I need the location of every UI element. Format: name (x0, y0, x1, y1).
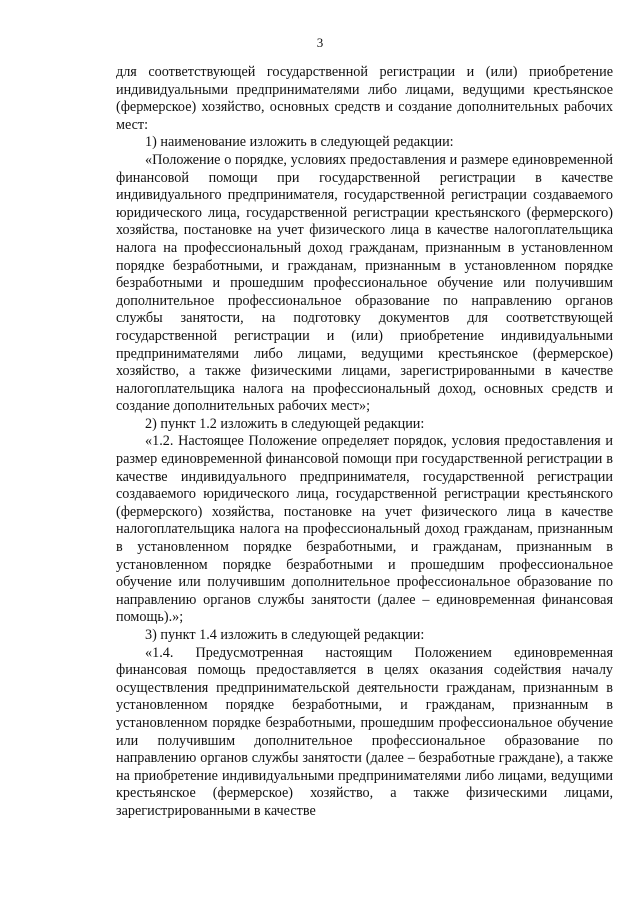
item-1-text: «Положение о порядке, условиях предоставления и размере единовременной финансовой помощи при государственной регистрации в качестве индивидуального предпринимателя, государственной регистрации создаваемого юридического лица, государственной регистрации крестьянского (фермерского) хозяйства, постановке на учет физического лица в качестве налогоплательщика налога на профессиональный доход гражданам, признанным в установленном порядке безработными, и гражданам, признанным в установленном порядке безработными и прошедшим профессиональное обучение или получившим дополнительное профессиональное образование по направлению органов службы занятости, на подготовку документов для соответствующей государственной регистрации и (или) приобретение индивидуальными предпринимателями либо лицами, ведущими крестьянское (фермерское) хозяйство, а также физическими лицами, зарегистрированными в качестве налогоплательщика налога на профессиональный доход, основных средств и создание дополнительных рабочих мест»; (116, 151, 613, 415)
item-1-heading: 1) наименование изложить в следующей редакции: (145, 134, 454, 151)
item-3-text: «1.4. Предусмотренная настоящим Положением единовременная финансовая помощь предоставляется в целях оказания содействия началу осуществления предпринимательской деятельности гражданам, признанным в установленном порядке безработными, и гражданам, признанным в установленном порядке безработными, прошедшим профессиональное обучение или получившим дополнительное профессиональное образование по направлению органов службы занятости (далее – безработные граждане), а также на приобретение индивидуальными предпринимателями либо лицами, ведущими крестьянское (фермерское) хозяйство, а также физическими лицами, зарегистрированными в качестве (116, 644, 613, 819)
paragraph-continuation: для соответствующей государственной регистрации и (или) приобретение индивидуальными предпринимателями либо лицами, ведущими крестьянское (фермерское) хозяйство, основных средств и создание дополнительных рабочих мест: (116, 64, 613, 133)
document-body (116, 64, 613, 821)
item-2-text: «1.2. Настоящее Положение определяет порядок, условия предоставления и размер единовременной финансовой помощи при государственной регистрации в качестве индивидуального предпринимателя, государственной регистрации создаваемого юридического лица, государственной регистрации крестьянского (фермерского) хозяйства, постановке на учет физического лица в качестве налогоплательщика налога на профессиональный доход гражданам, признанным в установленном порядке безработными, и гражданам, признанным в установленном порядке безработными и прошедшим профессиональное обучение или получившим дополнительное профессиональное образование по направлению органов службы занятости (далее – единовременная финансовая помощь).»; (116, 433, 613, 626)
page-number: 3 (316, 35, 324, 50)
item-2-heading: 2) пункт 1.2 изложить в следующей редакции: (145, 415, 425, 432)
item-3-heading: 3) пункт 1.4 изложить в следующей редакции: (145, 627, 425, 643)
